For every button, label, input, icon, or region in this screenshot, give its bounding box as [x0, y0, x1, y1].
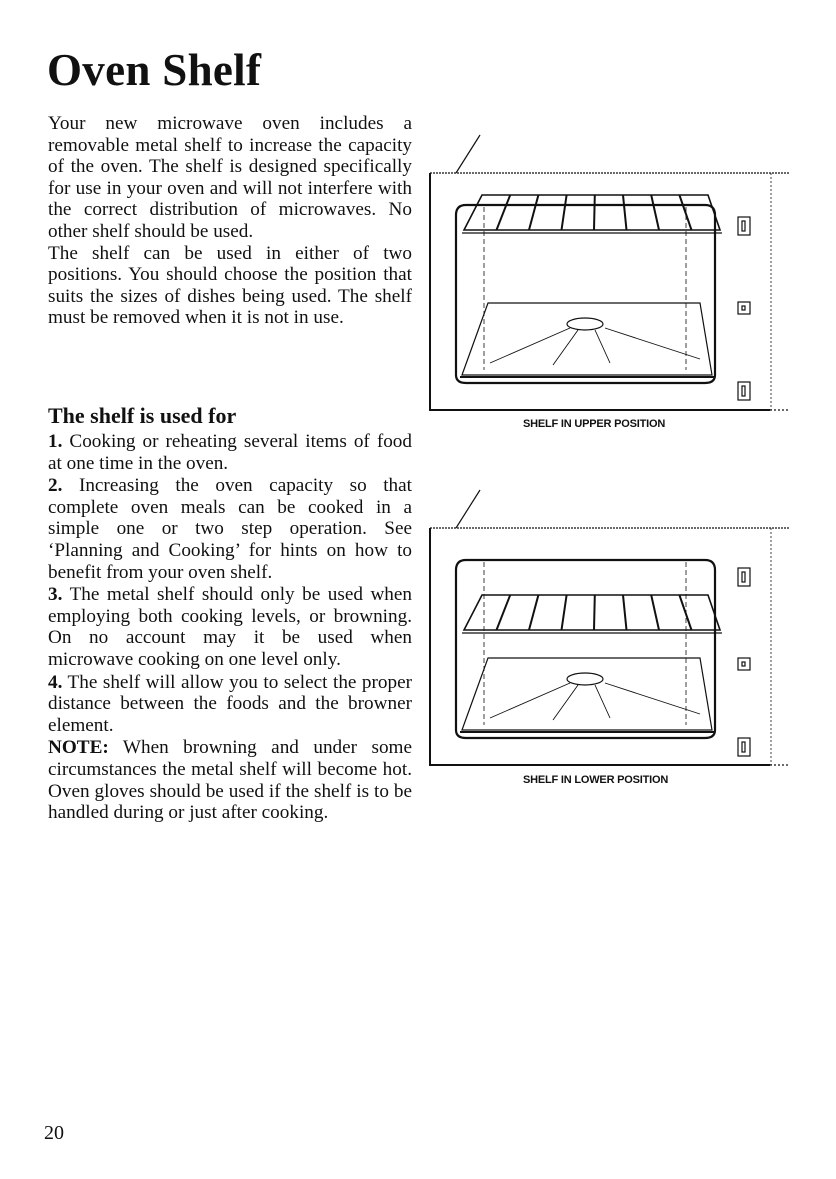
- page-title: Oven Shelf: [47, 45, 262, 95]
- note: [48, 737, 412, 823]
- figure-caption: SHELF IN LOWER POSITION: [523, 774, 669, 786]
- uses-list: [48, 431, 412, 825]
- list-item: [48, 672, 412, 737]
- item-text: Increasing the oven capacity so that complete oven meals can be cooked in a simple one or two step operation. See ‘Planning and Cooking’ for hints on how to benefit from your oven shelf.: [48, 475, 412, 583]
- note-label: NOTE:: [48, 737, 109, 759]
- page-number: 20: [44, 1122, 64, 1144]
- oven-illustration-lower: [420, 480, 790, 770]
- item-text: Cooking or reheating several items of food at one time in the oven.: [48, 431, 412, 474]
- item-number: 1.: [48, 431, 63, 452]
- figure-shelf-upper: [420, 125, 790, 435]
- list-item: [48, 431, 412, 474]
- item-text: The metal shelf should only be used when employing both cooking levels, or browning. On no account may it be used when microwave cooking on one level only.: [48, 584, 413, 670]
- intro-paragraph: Your new microwave oven includes a removable metal shelf to increase the capacity of the oven. The shelf is designed specifically for use in your oven and will not interfere with the correct distribution of microwaves. No other shelf should be used.: [48, 113, 412, 242]
- intro-paragraph: The shelf can be used in either of two positions. You should choose the position that suits the sizes of dishes being used. The shelf must be removed when it is not in use.: [48, 242, 412, 329]
- figure-shelf-lower: [420, 480, 790, 790]
- item-number: 3.: [48, 584, 63, 606]
- list-item: [48, 475, 412, 583]
- list-item: [48, 584, 412, 670]
- item-number: 4.: [48, 671, 63, 693]
- oven-illustration-upper: [420, 125, 790, 415]
- item-number: 2.: [48, 475, 63, 497]
- figure-caption: SHELF IN UPPER POSITION: [523, 418, 666, 430]
- note-text: When browning and under some circumstances the metal shelf will become hot. Oven gloves should be used if the shelf is to be handled during or just after cooking.: [48, 737, 412, 824]
- intro-text: [48, 113, 412, 329]
- item-text: The shelf will allow you to select the proper distance between the foods and the browner element.: [48, 671, 412, 736]
- section-heading: The shelf is used for: [48, 403, 237, 428]
